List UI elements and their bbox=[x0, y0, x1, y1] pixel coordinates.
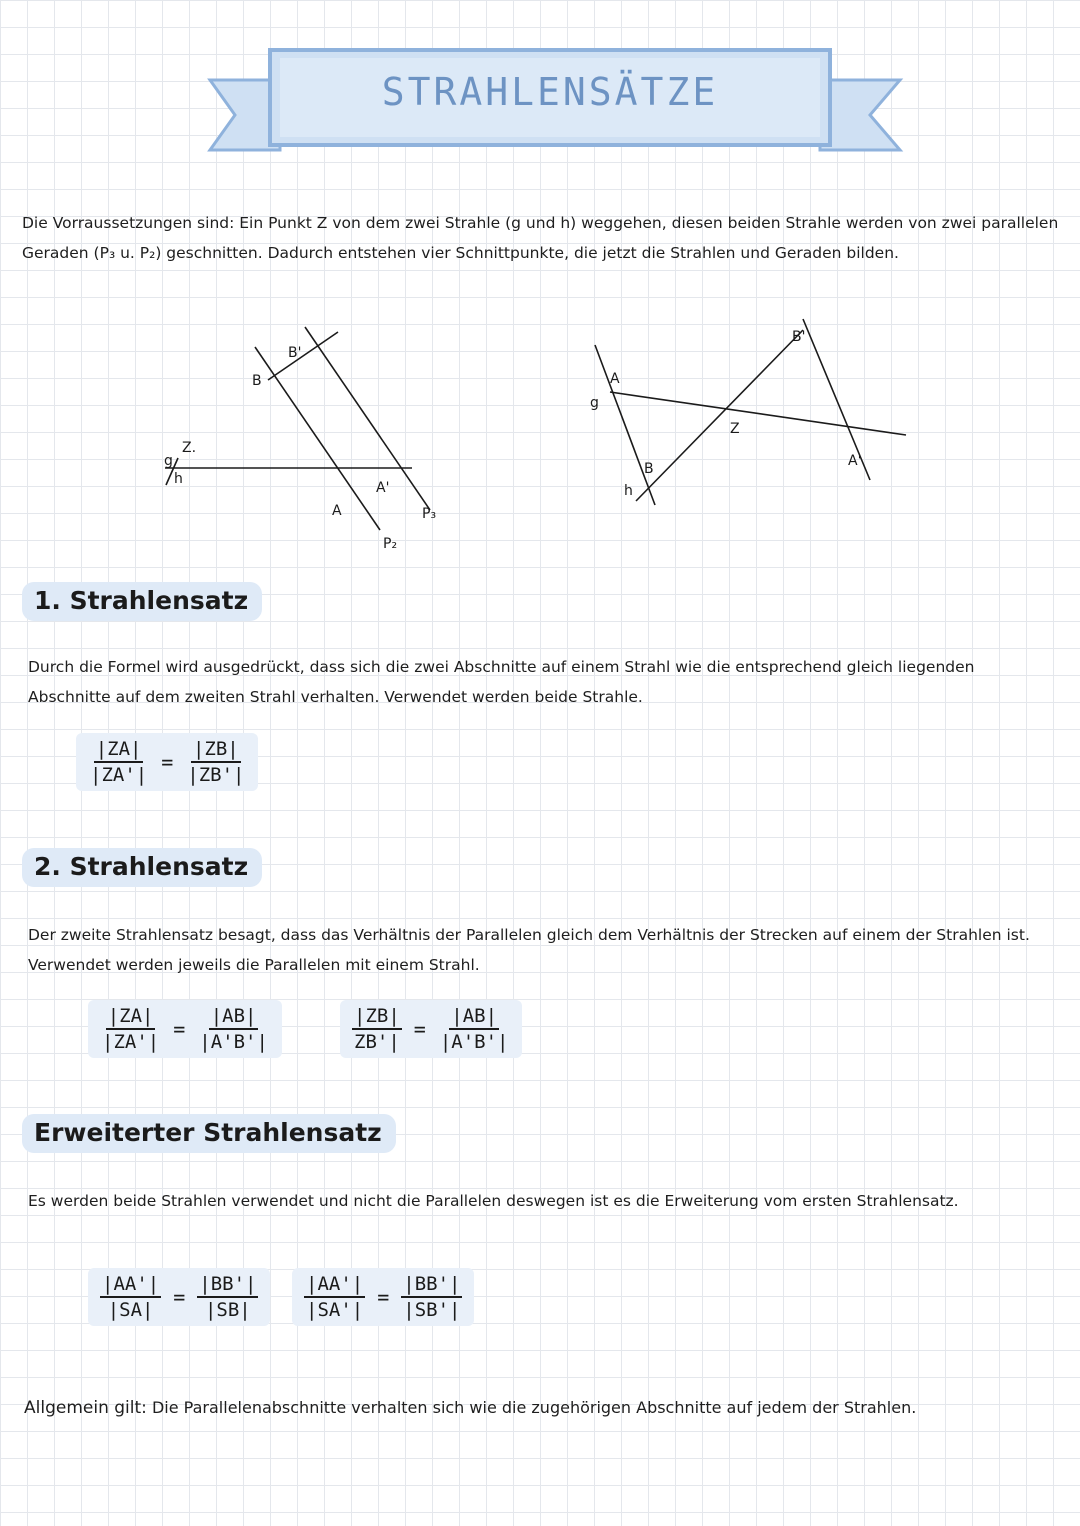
ray-h bbox=[595, 345, 655, 505]
section2-heading: 2. Strahlensatz bbox=[22, 848, 262, 887]
label-g: g bbox=[590, 395, 599, 411]
section1-heading: 1. Strahlensatz bbox=[22, 582, 262, 621]
formula-erweitert-a: $\frac{|AA'|}{|SA|}$ = $\frac{|BB'|}{|SB|}$ bbox=[88, 1268, 270, 1326]
conclusion bbox=[24, 1393, 1064, 1423]
label-h: h bbox=[624, 483, 633, 499]
label-a: A bbox=[610, 371, 620, 387]
title-banner bbox=[190, 40, 910, 170]
label-p2: P₂ bbox=[383, 536, 398, 552]
ray-g bbox=[610, 392, 906, 435]
label-b: B bbox=[252, 373, 262, 389]
label-b-prime: B' bbox=[288, 345, 302, 361]
formula-strahlensatz-2b: $\frac{|ZB|}{ZB'|}$ = $\frac{|AB|}{|A'B'|}$ bbox=[340, 1000, 522, 1058]
label-z: Z bbox=[730, 421, 740, 437]
ray-h bbox=[268, 332, 338, 380]
label-a-prime: A' bbox=[848, 453, 862, 469]
label-p3: P₃ bbox=[422, 506, 437, 522]
section3-text: Es werden beide Strahlen verwendet und nicht die Parallelen deswegen ist es die Erweiterung vom ersten Strahlensatz. bbox=[28, 1192, 959, 1210]
formula-strahlensatz-2a: $\frac{|ZA|}{|ZA'|}$ = $\frac{|AB|}{|A'B'|}$ bbox=[88, 1000, 282, 1058]
section3-heading: Erweiterter Strahlensatz bbox=[22, 1114, 396, 1153]
section2-text: Der zweite Strahlensatz besagt, dass das Verhältnis der Parallelen gleich dem Verhältnis der Strecken auf einem der Strahlen ist. Verwendet werden jeweils die Parallelen mit einem Strahl. bbox=[28, 926, 1030, 974]
conclusion-text: Die Parallelenabschnitte verhalten sich wie die zugehörigen Abschnitte auf jedem der Strahlen. bbox=[151, 1398, 917, 1417]
parallel-p3 bbox=[305, 327, 430, 510]
formula-erweitert-b: $\frac{|AA'|}{|SA'|}$ = $\frac{|BB'|}{|SB'|}$ bbox=[292, 1268, 474, 1326]
label-a-prime: A' bbox=[376, 480, 390, 496]
formula-strahlensatz-1: $\frac{|ZA|}{|ZA'|}$ = $\frac{|ZB|}{|ZB'|}$ bbox=[76, 733, 258, 791]
parallel-p2 bbox=[255, 347, 380, 530]
label-b-prime: B' bbox=[792, 329, 806, 345]
label-g: g bbox=[164, 453, 173, 469]
diagram-crossing-rays bbox=[580, 305, 920, 520]
page-title: STRAHLENSÄTZE bbox=[381, 70, 719, 114]
diagram-parallel-lines bbox=[140, 315, 480, 560]
conclusion-label: Allgemein gilt: bbox=[24, 1398, 147, 1418]
line-bb bbox=[636, 329, 806, 501]
intro-text: Die Vorraussetzungen sind: Ein Punkt Z von dem zwei Strahle (g und h) weggehen, diesen beiden Strahle werden von zwei parallelen Geraden (P₃ u. P₂) geschnitten. Dadurch entstehen vier Schnittpunkte, die jetzt die Strahlen und Geraden bilden. bbox=[22, 214, 1059, 262]
section1-text: Durch die Formel wird ausgedrückt, dass sich die zwei Abschnitte auf einem Strahl wie die entsprechend gleich liegenden Abschnitte auf dem zweiten Strahl verhalten. Verwendet werden beide Strahle. bbox=[28, 658, 975, 706]
label-h: h bbox=[174, 471, 183, 487]
label-a: A bbox=[332, 503, 342, 519]
label-b: B bbox=[644, 461, 654, 477]
label-z: Z. bbox=[182, 440, 197, 456]
